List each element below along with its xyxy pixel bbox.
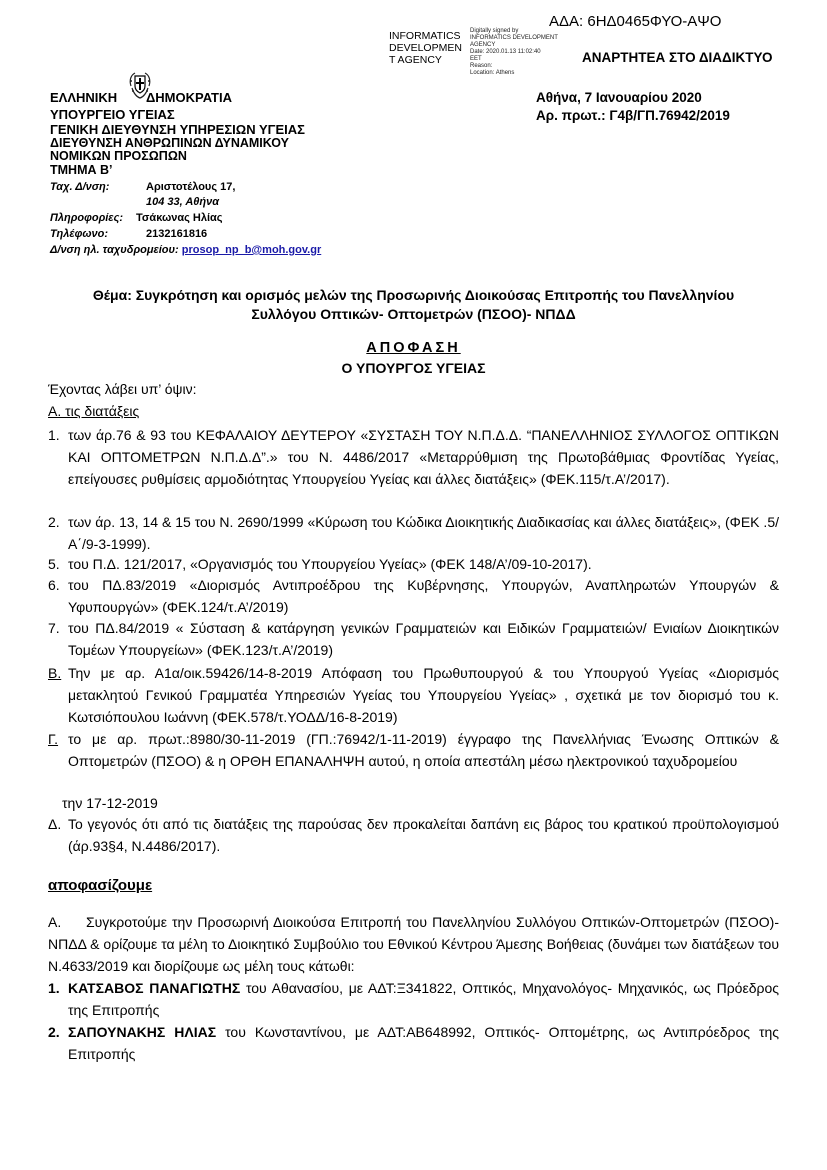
address-row: [50, 181, 236, 194]
email-row: [50, 244, 321, 257]
signature-line: Digitally signed by INFORMATICS DEVELOPMENT AGENCY: [470, 28, 558, 48]
subject-line-1: Θέμα: Συγκρότηση και ορισμός μελών της Προσωρινής Διοικούσας Επιτροπής του Πανελληνίου: [92, 287, 735, 303]
provision-text: του ΠΔ.84/2019 « Σύσταση & κατάργηση γενικών Γραμματειών και Ειδικών Γραμματειών/ Ενιαίων Διοικητικών Τομέων Υπουργείων» (ΦΕΚ.123/τ.Α’/2019): [68, 620, 779, 658]
decision-a-text: Συγκροτούμε την Προσωρινή Διοικούσα Επιτροπή του Πανελληνίου Συλλόγου Οπτικών-Οπτομετρών (ΠΣΟΟ)- ΝΠΔΔ & ορίζουμε τα μέλη το Διοικητικό Συμβούλιο του Εθνικού Κέντρου Άμεσης Βοήθειας (δυνάμει των διατάξεων του Ν.4633/2019 και διορίζουμε ως μέλη τους κάτωθι:: [48, 914, 779, 974]
phone-value: 2132161816: [146, 228, 208, 240]
signature-line: Location: Athens: [470, 70, 515, 76]
signature-line: Date: 2020.01.13 11:02:40: [470, 49, 541, 55]
member-entry: [68, 1021, 779, 1065]
member-name: ΚΑΤΣΑΒΟΣ ΠΑΝΑΓΙΩΤΗΣ: [68, 980, 241, 996]
republic-line: [50, 91, 232, 104]
phone-row: [50, 228, 208, 241]
general-directorate: ΓΕΝΙΚΗ ΔΙΕΥΘΥΝΣΗ ΥΠΗΡΕΣΙΩΝ ΥΓΕΙΑΣ: [50, 122, 305, 137]
member-name: ΣΑΠΟΥΝΑΚΗΣ ΗΛΙΑΣ: [68, 1024, 217, 1040]
republic-right: ΔΗΜΟΚΡΑΤΙΑ: [145, 90, 232, 105]
decision-a-label: Α.: [48, 914, 62, 930]
info-value: Τσάκωνας Ηλίας: [136, 212, 223, 224]
member-details: του Κωνσταντίνου, με ΑΔΤ:ΑΒ648992, Οπτικός- Οπτομέτρης, ως Αντιπρόεδρος της Επιτροπής: [68, 1024, 780, 1062]
signature-organization: INFORMATICS DEVELOPMEN T AGENCY: [389, 30, 462, 66]
considering-intro: Έχοντας λάβει υπ’ όψιν:: [48, 381, 197, 397]
address-line-2: 104 33, Αθήνα: [146, 196, 220, 208]
provision-number: 2.: [48, 514, 60, 530]
address-label: Ταχ. Δ/νση:: [50, 181, 110, 193]
republic-left: ΕΛΛΗΝΙΚΗ: [50, 90, 118, 105]
directorate-line-2: ΝΟΜΙΚΩΝ ΠΡΟΣΩΠΩΝ: [50, 149, 187, 163]
section-d-label: Δ.: [48, 816, 62, 832]
protocol-number: Αρ. πρωτ.: Γ4β/ΓΠ.76942/2019: [536, 108, 730, 123]
section-c-label: Γ.: [48, 731, 59, 747]
phone-label: Τηλέφωνο:: [50, 228, 109, 240]
member-number: 2.: [48, 1024, 60, 1040]
section-c-tail: την 17-12-2019: [62, 795, 158, 811]
member-entry: [68, 977, 779, 1021]
document-date: Αθήνα, 7 Ιανουαρίου 2020: [536, 90, 702, 105]
provision-number: 1.: [48, 427, 60, 443]
directorate-line-1: ΔΙΕΥΘΥΝΣΗ ΑΝΘΡΩΠΙΝΩΝ ΔΥΝΑΜΙΚΟΥ: [50, 136, 289, 150]
signature-line: Reason:: [470, 63, 493, 69]
decide-heading: αποφασίζουμε: [48, 877, 153, 894]
address-line-1: Αριστοτέλους 17,: [146, 181, 236, 193]
subject: [40, 286, 787, 324]
provision-number: 5.: [48, 556, 60, 572]
section-c-text: το με αρ. πρωτ.:8980/30-11-2019 (ΓΠ.:76942/1-11-2019) έγγραφο της Πανελλήνιας Ένωσης Οπτικών & Οπτομετρών (ΠΣΟΟ) & η ΟΡΘΗ ΕΠΑΝΑΛΗΨΗ αυτού, η οποία απεστάλη μέσω ηλεκτρονικού ταχυδρομείου: [68, 731, 779, 769]
provision-text: του ΠΔ.83/2019 «Διορισμός Αντιπροέδρου της Κυβέρνησης, Υπουργών, Αναπληρωτών Υπουργών & Υφυπουργών» (ΦΕΚ.124/τ.Α’/2019): [68, 577, 779, 615]
department-name: ΤΜΗΜΑ Β’: [50, 163, 113, 177]
email-label: Δ/νση ηλ. ταχυδρομείου:: [50, 244, 179, 256]
posting-note: ΑΝΑΡΤΗΤΕΑ ΣΤΟ ΔΙΑΔΙΚΤΥΟ: [582, 50, 773, 65]
decision-title: ΑΠΟΦΑΣΗ: [366, 340, 461, 356]
info-row: [50, 212, 223, 225]
ada-number: ΑΔΑ: 6ΗΔ0465ΦΥΟ-ΑΨΟ: [549, 13, 722, 30]
section-a-heading: Α. τις διατάξεις: [48, 403, 140, 419]
provision-number: 7.: [48, 620, 60, 636]
provision-number: 6.: [48, 577, 60, 593]
section-d-text: Το γεγονός ότι από τις διατάξεις της παρούσας δεν προκαλείται δαπάνη εις βάρος του κρατικού προϋπολογισμού (άρ.93§4, Ν.4486/2017).: [68, 816, 779, 854]
member-number: 1.: [48, 980, 60, 996]
provision-text: των άρ. 13, 14 & 15 του Ν. 2690/1999 «Κύρωση του Κώδικα Διοικητικής Διαδικασίας και άλλες διατάξεις», (ΦΕΚ .5/Α΄/9-3-1999).: [68, 514, 779, 552]
signature-details: [470, 28, 560, 77]
section-b-text: Την με αρ. Α1α/οικ.59426/14-8-2019 Απόφαση του Πρωθυπουργού & του Υπουργού Υγείας «Διορισμός μετακλητού Γενικού Γραμματέα Υπηρεσιών Υγείας του Υπουργείου Υγείας» , σχετικά με τον διορισμό του κ. Κωτσιόπουλου Ιωάννη (ΦΕΚ.578/τ.ΥΟΔΔ/16-8-2019): [68, 665, 779, 725]
minister-title: Ο ΥΠΟΥΡΓΟΣ ΥΓΕΙΑΣ: [341, 360, 486, 376]
provision-text: του Π.Δ. 121/2017, «Οργανισμός του Υπουργείου Υγείας» (ΦΕΚ 148/Α’/09-10-2017).: [68, 556, 592, 572]
provision-text: των άρ.76 & 93 του ΚΕΦΑΛΑΙΟΥ ΔΕΥΤΕΡΟΥ «ΣΥΣΤΑΣΗ ΤΟΥ Ν.Π.Δ.Δ. “ΠΑΝΕΛΛΗΝΙΟΣ ΣΥΛΛΟΓΟΣ ΟΠΤΙΚΩΝ ΚΑΙ ΟΠΤΟΜΕΤΡΩΝ Ν.Π.Δ.Δ”.» του Ν. 4486/2017 «Μεταρρύθμιση της Πρωτοβάθμιας Φροντίδας Υγείας, επείγουσες ρυθμίσεις αρμοδιότητας Υπουργείου Υγείας και άλλες διατάξεις» (ΦΕΚ.115/τ.Α’/2017).: [68, 427, 779, 487]
subject-line-2: Συλλόγου Οπτικών- Οπτομετρών (ΠΣΟΟ)- ΝΠΔΔ: [251, 306, 576, 322]
email-link[interactable]: prosop_np_b@moh.gov.gr: [181, 244, 322, 256]
member-details: του Αθανασίου, με ΑΔΤ:Ξ341822, Οπτικός, Μηχανολόγος- Μηχανικός, ως Πρόεδρος της Επιτροπής: [68, 980, 779, 1018]
section-b-label: Β.: [48, 665, 62, 681]
info-label: Πληροφορίες:: [50, 212, 124, 224]
ministry-name: ΥΠΟΥΡΓΕΙΟ ΥΓΕΙΑΣ: [50, 107, 175, 122]
signature-line: EET: [470, 56, 482, 62]
